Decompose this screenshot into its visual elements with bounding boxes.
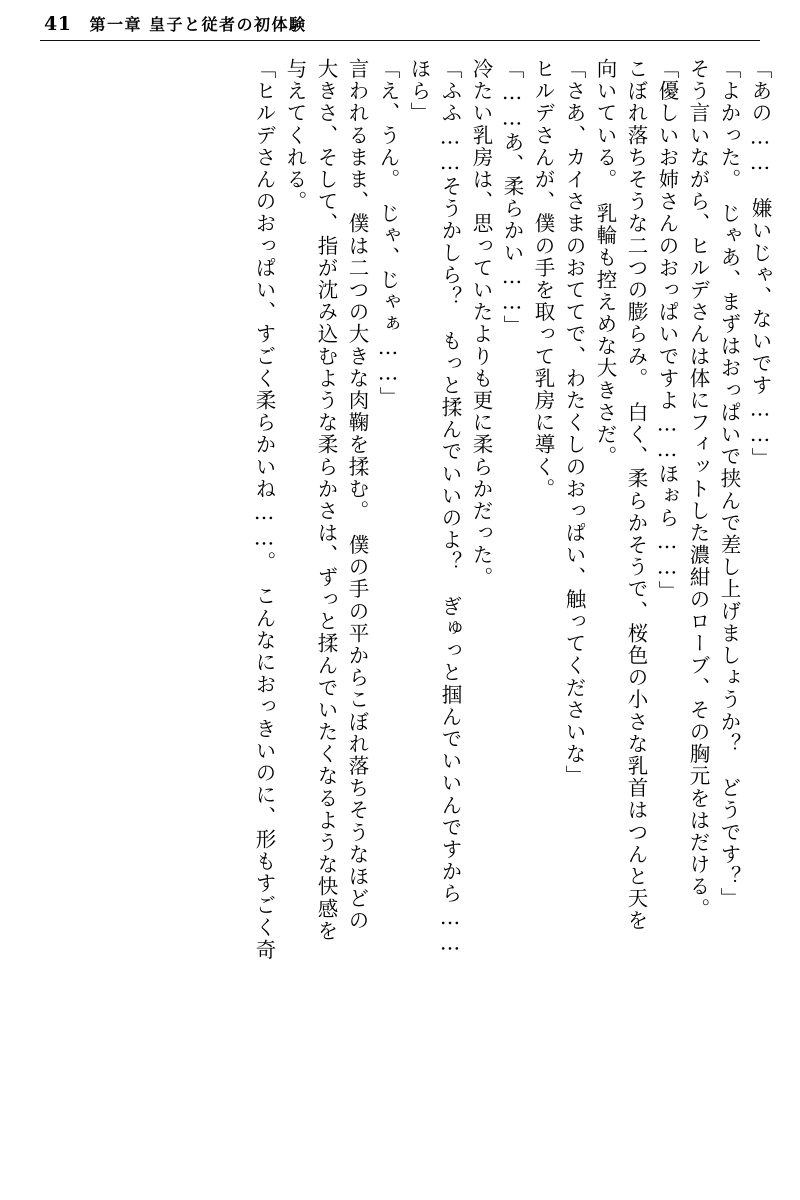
- text-line: 向いている。 乳輪も控えめな大きさだ。: [593, 58, 617, 468]
- text-line: ヒルデさんが、僕の手を取って乳房に導く。: [531, 58, 555, 500]
- page-number: 41: [44, 13, 72, 35]
- text-line: 「え、うん。 じゃ、じゃぁ……」: [376, 58, 400, 409]
- text-line: そう言いながら、ヒルデさんは体にフィットした濃紺のローブ、その胸元をはだける。: [686, 58, 710, 920]
- body-text: [36, 58, 770, 1178]
- text-line: 冷たい乳房は、思っていたよりも更に柔らかだった。: [469, 58, 493, 589]
- text-line: 「さあ、カイさまのおててで、わたくしのおっぱい、触ってくださいな」: [562, 58, 586, 788]
- header-divider: [40, 40, 760, 41]
- text-line: 言われるまま、僕は二つの大きな肉鞠を揉む。 僕の手の平からこぼれ落ちそうなほどの: [345, 58, 369, 932]
- text-line: こぼれ落ちそうな二つの膨らみ。 白く、柔らかそうで、桜色の小さな乳首はつんと天を: [624, 58, 648, 932]
- text-line: 「……あ、柔らかい……」: [500, 58, 524, 338]
- text-line: 「ふふ……そうかしら？ もっと揉んでいいのよ？ ぎゅっと掴んでいいんですから……: [438, 58, 462, 956]
- chapter-title: 第一章 皇子と従者の初体験: [89, 15, 307, 34]
- text-line: 大きさ、そして、指が沈み込むような柔らかさは、ずっと揉んでいたくなるような快感を: [314, 58, 338, 942]
- text-line: 「優しいお姉さんのおっぱいですよ……ほぉら……」: [655, 58, 679, 603]
- text-line: 「あの…… 嫌いじゃ、ないです……」: [748, 58, 772, 470]
- text-line: 「よかった。 じゃあ、まずはおっぱいで挟んで差し上げましょうか？ どうです？」: [717, 58, 741, 910]
- text-line: 「ヒルデさんのおっぱい、すごく柔らかいね……。 こんなにおっきいのに、形もすごく奇: [252, 58, 276, 961]
- text-line: 与えてくれる。: [283, 58, 307, 213]
- running-head: [44, 12, 756, 40]
- text-line: ほら」: [407, 58, 431, 125]
